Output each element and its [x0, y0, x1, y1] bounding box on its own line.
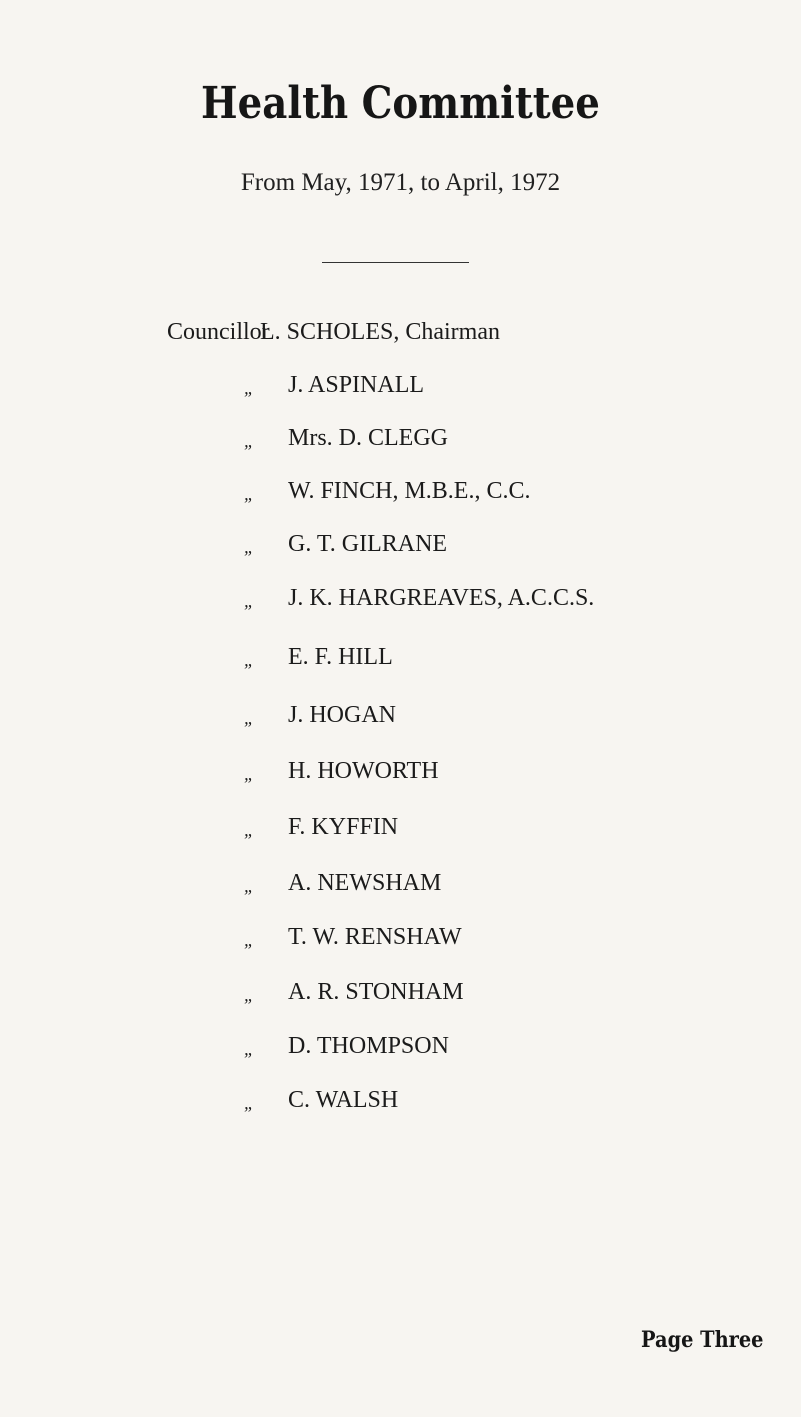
member-name: D. THOMPSON	[288, 1033, 449, 1059]
ditto-mark: „	[244, 985, 255, 1005]
member-name: J. K. HARGREAVES, A.C.C.S.	[288, 585, 595, 611]
ditto-mark: „	[244, 484, 255, 504]
member-name: J. ASPINALL	[288, 372, 425, 398]
ditto-mark: „	[244, 930, 255, 950]
ditto-mark: „	[244, 1093, 255, 1113]
period-subtitle: From May, 1971, to April, 1972	[240, 169, 561, 196]
ditto-mark: „	[244, 431, 255, 451]
ditto-mark: „	[244, 708, 255, 728]
member-name: J. HOGAN	[288, 702, 396, 728]
ditto-mark: „	[244, 1039, 255, 1059]
member-name: A. NEWSHAM	[288, 870, 442, 896]
ditto-mark: „	[244, 537, 255, 557]
member-name: Mrs. D. CLEGG	[288, 425, 448, 451]
ditto-mark: „	[244, 378, 255, 398]
chairman-name: L. SCHOLES, Chairman	[260, 319, 500, 345]
councillor-label: Councillor	[167, 319, 270, 345]
ditto-mark: „	[244, 820, 255, 840]
member-name: H. HOWORTH	[288, 758, 439, 784]
ditto-mark: „	[244, 591, 255, 611]
member-name: G. T. GILRANE	[288, 531, 448, 557]
page-number-label: Page Three	[641, 1327, 764, 1353]
member-name: E. F. HILL	[288, 644, 393, 670]
ditto-mark: „	[244, 650, 255, 670]
ditto-mark: „	[244, 764, 255, 784]
member-name: T. W. RENSHAW	[288, 924, 462, 950]
member-name: A. R. STONHAM	[288, 979, 464, 1005]
page-title: Health Committee	[201, 78, 600, 129]
member-name: F. KYFFIN	[288, 814, 399, 840]
member-name: W. FINCH, M.B.E., C.C.	[288, 478, 531, 504]
ditto-mark: „	[244, 876, 255, 896]
member-name: C. WALSH	[288, 1087, 399, 1113]
